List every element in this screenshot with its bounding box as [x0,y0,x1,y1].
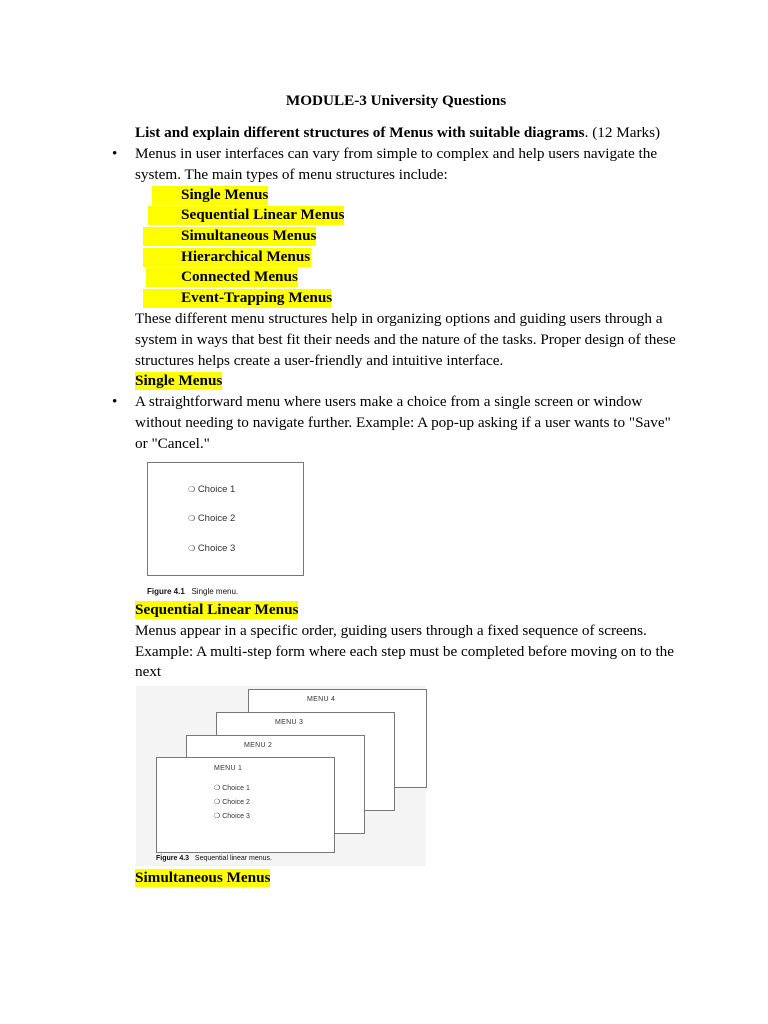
choice-label: Choice 1 [197,484,236,495]
menu-label: MENU 4 [307,696,336,703]
menu-label: MENU 1 [214,765,243,772]
menu-label: MENU 3 [275,719,304,726]
menu-type-item: Event-Trapping Menus [181,289,333,306]
radio-icon: ❍ [214,813,221,820]
page-title: MODULE-3 University Questions [285,92,507,109]
single-line-3: or "Cancel." [135,435,210,452]
menu-label: MENU 2 [244,742,273,749]
caption-label: Figure 4.1 [147,587,185,596]
question-text: List and explain different structures of Menus with suitable diagrams [135,124,585,141]
single-line-2: without needing to navigate further. Example: A pop-up asking if a user wants to "Save" [135,414,671,431]
choice-label: Choice 1 [222,785,250,792]
choice-label: Choice 2 [197,513,236,524]
caption-text: Single menu. [191,587,239,596]
radio-icon: ❍ [188,514,196,523]
intro-line-1: Menus in user interfaces can vary from simple to complex and help users navigate the [135,145,658,162]
section-heading-simultaneous: Simultaneous Menus [135,869,271,886]
menu-type-item: Hierarchical Menus [181,248,311,265]
sequential-line-1: Menus appear in a specific order, guiding users through a fixed sequence of screens. [135,622,647,639]
question-marks: . (12 Marks) [584,124,661,141]
summary-line-1: These different menu structures help in organizing options and guiding users through a [135,310,663,327]
summary-line-2: system in ways that best fit their needs and the nature of the tasks. Proper design of these [135,331,676,348]
figure-choice [188,484,235,495]
sequential-line-3: next [135,663,162,680]
figure-choice [214,812,250,820]
choice-label: Choice 3 [222,813,250,820]
intro-bullet: • [112,145,118,162]
figure-choice [214,798,250,806]
intro-line-2: system. The main types of menu structures include: [135,166,448,183]
figure-choice [188,513,235,524]
figure-choice [214,784,250,792]
menu-type-item: Sequential Linear Menus [181,206,345,223]
sequential-line-2: Example: A multi-step form where each step must be completed before moving on to the [135,643,675,660]
single-bullet: • [112,393,118,410]
radio-icon: ❍ [188,544,196,553]
figure-caption [156,855,272,862]
section-heading-sequential: Sequential Linear Menus [135,601,299,618]
figure-caption [147,587,238,596]
menu-type-item: Connected Menus [181,268,298,285]
radio-icon: ❍ [214,799,221,806]
menu-type-item: Single Menus [181,186,269,203]
section-heading-single: Single Menus [135,372,223,389]
figure-choice [188,543,235,554]
question [135,124,660,142]
caption-text: Sequential linear menus. [194,855,272,862]
radio-icon: ❍ [214,785,221,792]
menu-type-item: Simultaneous Menus [181,227,317,244]
caption-label: Figure 4.3 [156,855,190,862]
choice-label: Choice 2 [222,799,250,806]
radio-icon: ❍ [188,485,196,494]
choice-label: Choice 3 [197,543,236,554]
single-line-1: A straightforward menu where users make a choice from a single screen or window [135,393,643,410]
summary-line-3: structures helps create a user-friendly and intuitive interface. [135,352,504,369]
